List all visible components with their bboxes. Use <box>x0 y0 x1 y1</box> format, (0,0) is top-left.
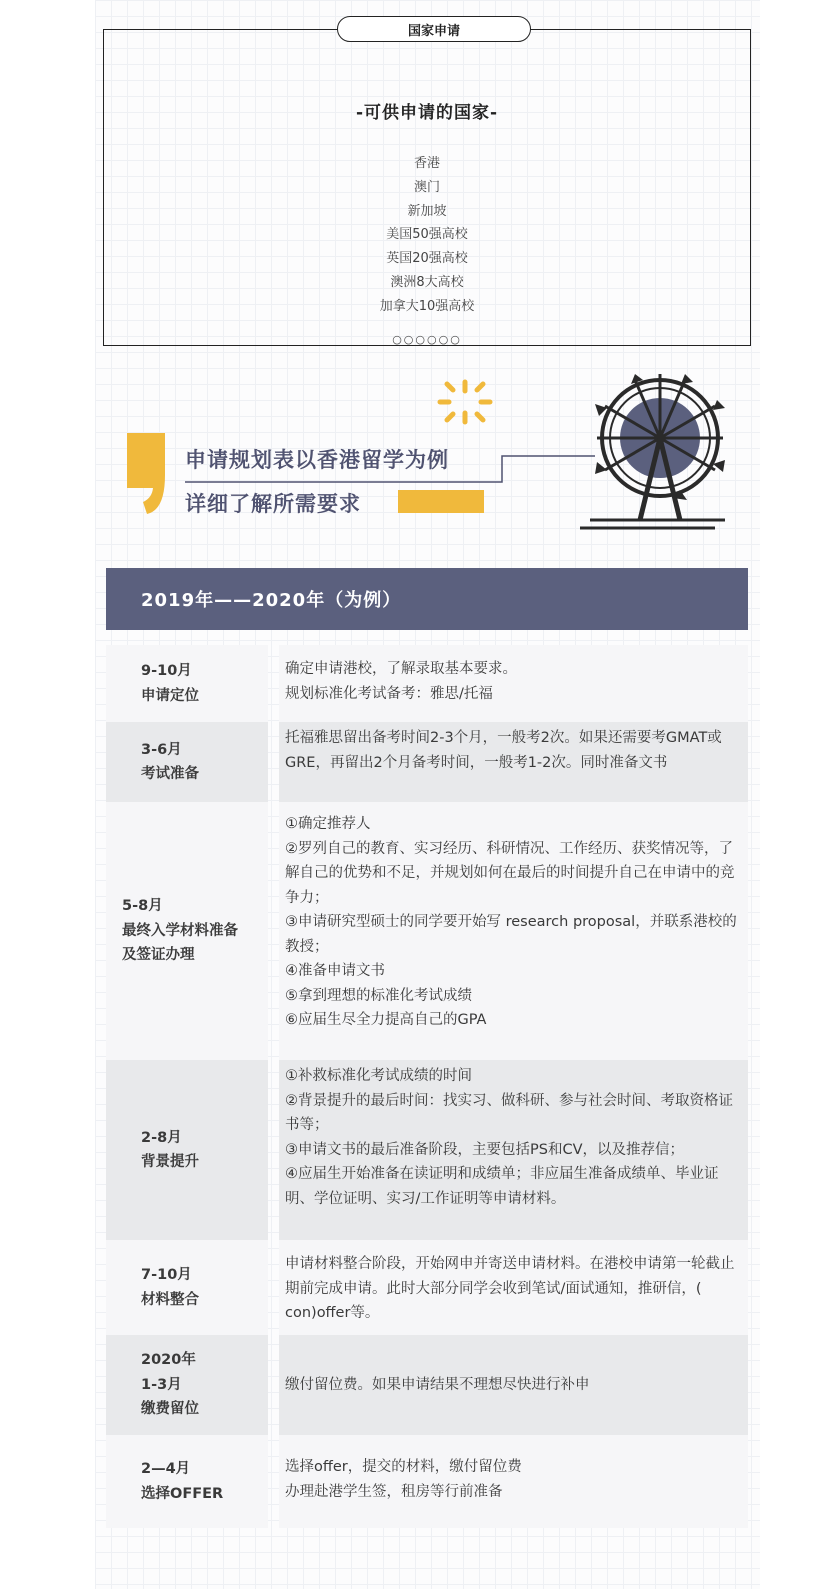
timeline-detail-cell <box>279 1335 748 1435</box>
detail-item: 确定申请港校，了解录取基本要求。 <box>285 661 517 677</box>
planning-banner <box>95 360 760 545</box>
timeline-row <box>106 802 748 1060</box>
detail-item: ②背景提升的最后时间：找实习、做科研、参与社会时间、考取资格证书等； <box>285 1092 733 1133</box>
timeline-year-header: 2019年——2020年（为例） <box>106 568 748 630</box>
timeline-period-cell <box>106 1060 268 1240</box>
banner-title-line1: 申请规划表以香港留学为例 <box>185 448 449 472</box>
quote-mark-icon <box>127 433 165 514</box>
detail-item: ④准备申请文书 <box>285 963 385 979</box>
country-list <box>104 152 750 319</box>
more-dots: ○○○○○○ <box>392 333 462 346</box>
section-tab-label: 国家申请 <box>337 16 531 42</box>
stage-title: 考试准备 <box>141 766 199 782</box>
period-label: 2—4月 <box>141 1461 191 1477</box>
stage-title-continued: 及签证办理 <box>122 947 195 964</box>
timeline-period-cell <box>106 1335 268 1435</box>
timeline-period-cell <box>106 722 268 802</box>
period-label: 2-8月 <box>141 1129 182 1146</box>
timeline-row <box>106 1435 748 1528</box>
country-item: 香港 <box>413 156 440 171</box>
period-label: 5-8月 <box>122 898 163 915</box>
country-item: 澳门 <box>413 179 440 195</box>
detail-item: ②罗列自己的教育、实习经历、科研情况、工作经历、获奖情况等，了解自己的优势和不足，并规划如何在最后的时间提升自己在申请中的竞争力； <box>285 840 735 906</box>
timeline-detail-cell <box>279 1060 748 1240</box>
detail-item: ①确定推荐人 <box>285 816 371 832</box>
detail-item: 办理赴港学生签，租房等行前准备 <box>285 1483 503 1500</box>
period-label: 7-10月 <box>141 1267 192 1283</box>
country-item: 美国50强高校 <box>386 227 468 243</box>
available-countries-heading: -可供申请的国家- <box>355 103 499 123</box>
period-label: 9-10月 <box>141 663 192 679</box>
stage-title: 申请定位 <box>141 687 199 704</box>
timeline-row <box>106 645 748 722</box>
detail-item: ①补救标准化考试成绩的时间 <box>285 1068 472 1084</box>
timeline-detail-cell <box>279 802 748 1060</box>
detail-item: ⑥应届生尽全力提高自己的GPA <box>285 1012 487 1028</box>
stage-title: 背景提升 <box>141 1154 199 1170</box>
stage-title: 缴费留位 <box>141 1401 199 1418</box>
country-item: 新加坡 <box>407 203 447 219</box>
stage-title: 材料整合 <box>141 1291 199 1308</box>
ferris-wheel-icon <box>580 374 725 528</box>
banner-title-line2: 详细了解所需要求 <box>185 492 361 516</box>
year-label: 2020年 <box>141 1352 196 1369</box>
period-label: 1-3月 <box>141 1376 182 1393</box>
country-item: 加拿大10强高校 <box>379 298 475 314</box>
country-item: 英国20强高校 <box>386 251 468 267</box>
highlight-bar <box>398 490 484 513</box>
page <box>95 0 760 1589</box>
detail-item: 规划标准化考试备考：雅思/托福 <box>285 685 493 702</box>
detail-item: ③申请研究型硕士的同学要开始写 research proposal，并联系港校的教授； <box>285 914 737 955</box>
timeline-period-cell <box>106 1240 268 1335</box>
detail-item: 托福雅思留出备考时间2-3个月，一般考2次。如果还需要考GMAT或GRE，再留出2个月备考时间，一般考1-2次。同时准备文书 <box>285 730 722 771</box>
stage-title: 最终入学材料准备 <box>122 922 238 939</box>
detail-item: 选择offer，提交的材料，缴付留位费 <box>285 1459 522 1475</box>
timeline-detail-cell <box>279 645 748 722</box>
country-application-box <box>103 23 751 346</box>
detail-item: ⑤拿到理想的标准化考试成绩 <box>285 987 472 1004</box>
timeline-detail-cell <box>279 1435 748 1528</box>
sparkle-icon <box>440 382 490 422</box>
stage-title: 选择OFFER <box>141 1485 224 1502</box>
timeline-detail-cell <box>279 1240 748 1335</box>
detail-item: ③申请文书的最后准备阶段，主要包括PS和CV，以及推荐信； <box>285 1141 684 1158</box>
timeline-detail-cell <box>279 722 748 802</box>
period-label: 3-6月 <box>141 741 182 758</box>
timeline-period-cell <box>106 802 268 1060</box>
timeline-row <box>106 1335 748 1435</box>
timeline-period-cell <box>106 1435 268 1528</box>
timeline-row <box>106 722 748 802</box>
timeline-period-cell <box>106 645 268 722</box>
country-item: 澳洲8大高校 <box>390 274 464 290</box>
detail-item: 申请材料整合阶段，开始网申并寄送申请材料。在港校申请第一轮截止期前完成申请。此时大部分同学会收到笔试/面试通知，推研信，( con)offer等。 <box>285 1256 735 1321</box>
timeline-row <box>106 1060 748 1240</box>
detail-item: ④应届生开始准备在读证明和成绩单；非应届生准备成绩单、毕业证明、学位证明、实习/工作证明等申请材料。 <box>285 1166 719 1207</box>
timeline-row <box>106 1240 748 1335</box>
detail-item: 缴付留位费。如果申请结果不理想尽快进行补申 <box>285 1376 590 1393</box>
